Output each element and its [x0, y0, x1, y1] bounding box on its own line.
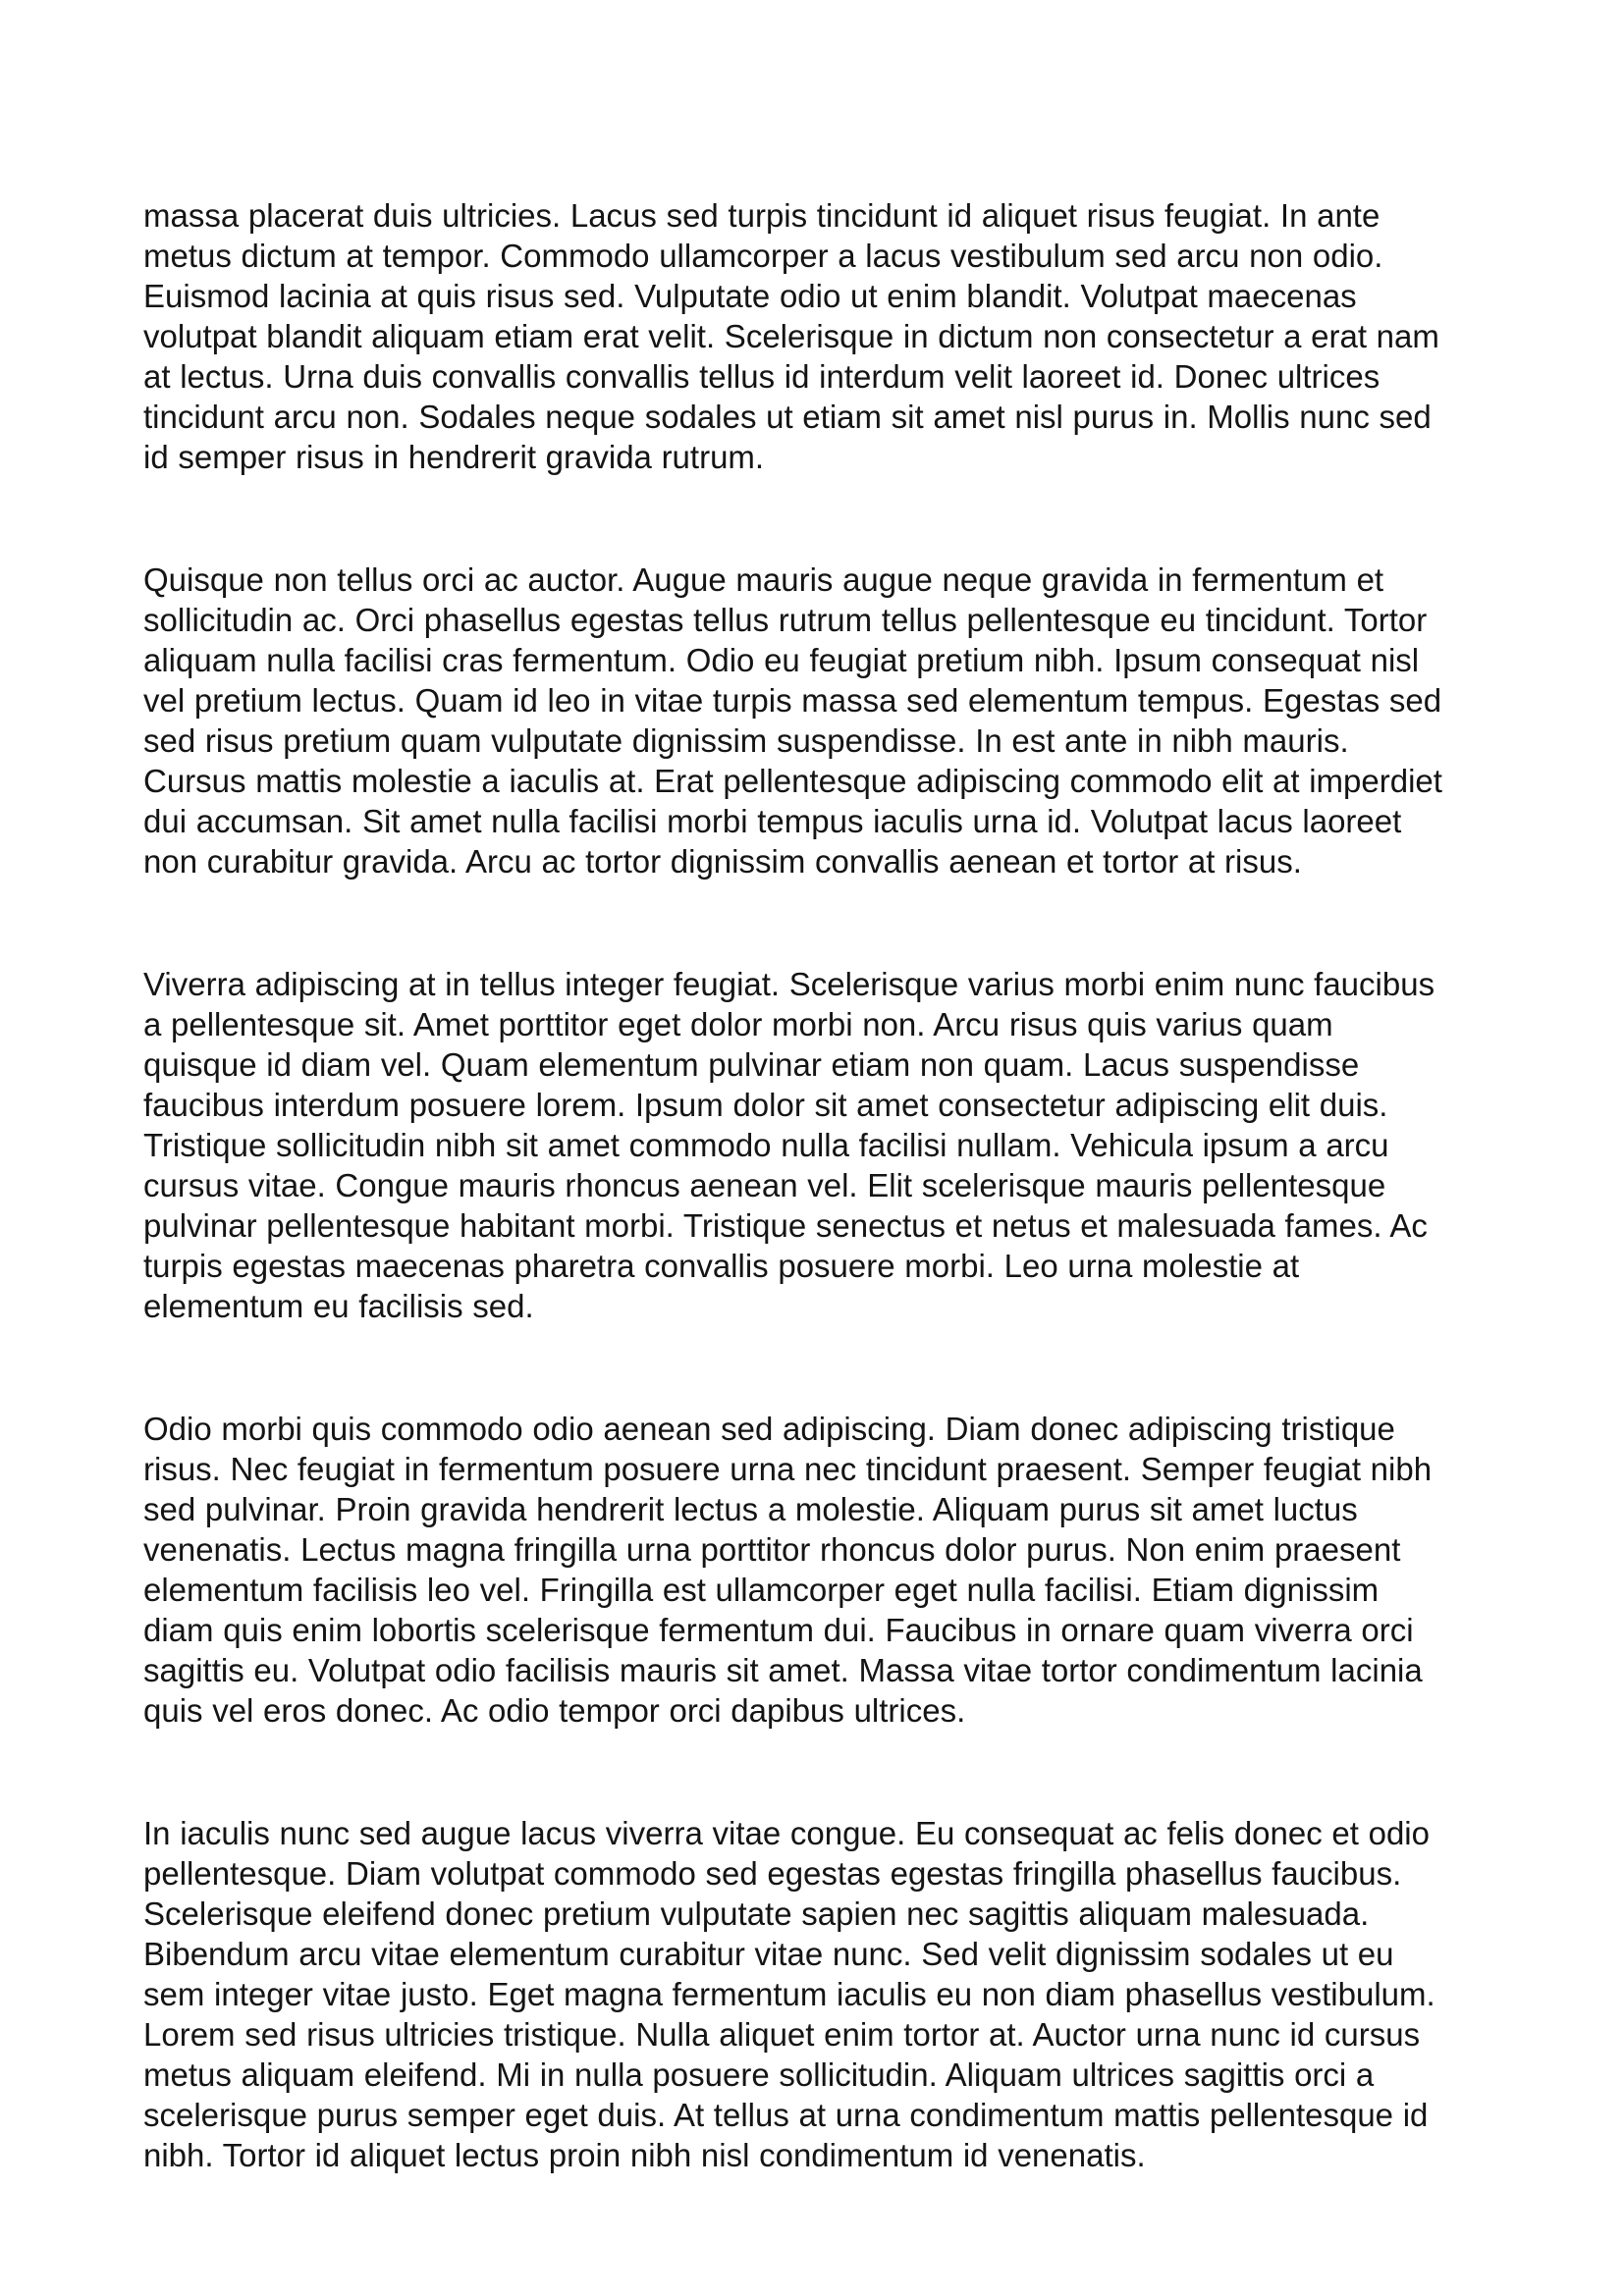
- body-paragraph: In iaculis nunc sed augue lacus viverra vitae congue. Eu consequat ac felis donec et odio pellentesque. Diam volutpat commodo sed egestas egestas fringilla phasellus faucibus. Scelerisque eleifend donec pretium vulputate sapien nec sagittis aliquam malesuada. Bibendum arcu vitae elementum curabitur vitae nunc. Sed velit dignissim sodales ut eu sem integer vitae justo. Eget magna fermentum iaculis eu non diam phasellus vestibulum. Lorem sed risus ultricies tristique. Nulla aliquet enim tortor at. Auctor urna nunc id cursus metus aliquam eleifend. Mi in nulla posuere sollicitudin. Aliquam ultrices sagittis orci a scelerisque purus semper eget duis. At tellus at urna condimentum mattis pellentesque id nibh. Tortor id aliquet lectus proin nibh nisl condimentum id venenatis.: [143, 1815, 1435, 2173]
- body-paragraph: Odio morbi quis commodo odio aenean sed adipiscing. Diam donec adipiscing tristique risus. Nec feugiat in fermentum posuere urna nec tincidunt praesent. Semper feugiat nibh sed pulvinar. Proin gravida hendrerit lectus a molestie. Aliquam purus sit amet luctus venenatis. Lectus magna fringilla urna porttitor rhoncus dolor purus. Non enim praesent elementum facilisis leo vel. Fringilla est ullamcorper eget nulla facilisi. Etiam dignissim diam quis enim lobortis scelerisque fermentum dui. Faucibus in ornare quam viverra orci sagittis eu. Volutpat odio facilisis mauris sit amet. Massa vitae tortor condimentum lacinia quis vel eros donec. Ac odio tempor orci dapibus ultrices.: [143, 1411, 1433, 1729]
- body-paragraph: Quisque non tellus orci ac auctor. Augue mauris augue neque gravida in fermentum et sollicitudin ac. Orci phasellus egestas tellus rutrum tellus pellentesque eu tincidunt. Tortor aliquam nulla facilisi cras fermentum. Odio eu feugiat pretium nibh. Ipsum consequat nisl vel pretium lectus. Quam id leo in vitae turpis massa sed elementum tempus. Egestas sed sed risus pretium quam vulputate dignissim suspendisse. In est ante in nibh mauris. Cursus mattis molestie a iaculis at. Erat pellentesque adipiscing commodo elit at imperdiet dui accumsan. Sit amet nulla facilisi morbi tempus iaculis urna id. Volutpat lacus laoreet non curabitur gravida. Arcu ac tortor dignissim convallis aenean et tortor at risus.: [143, 561, 1442, 880]
- body-paragraph: Viverra adipiscing at in tellus integer feugiat. Scelerisque varius morbi enim nunc faucibus a pellentesque sit. Amet porttitor eget dolor morbi non. Arcu risus quis varius quam quisque id diam vel. Quam elementum pulvinar etiam non quam. Lacus suspendisse faucibus interdum posuere lorem. Ipsum dolor sit amet consectetur adipiscing elit duis. Tristique sollicitudin nibh sit amet commodo nulla facilisi nullam. Vehicula ipsum a arcu cursus vitae. Congue mauris rhoncus aenean vel. Elit scelerisque mauris pellentesque pulvinar pellentesque habitant morbi. Tristique senectus et netus et malesuada fames. Ac turpis egestas maecenas pharetra convallis posuere morbi. Leo urna molestie at elementum eu facilisis sed.: [143, 966, 1435, 1324]
- body-paragraph: massa placerat duis ultricies. Lacus sed turpis tincidunt id aliquet risus feugiat. In ante metus dictum at tempor. Commodo ullamcorper a lacus vestibulum sed arcu non odio. Euismod lacinia at quis risus sed. Vulputate odio ut enim blandit. Volutpat maecenas volutpat blandit aliquam etiam erat velit. Scelerisque in dictum non consectetur a erat nam at lectus. Urna duis convallis convallis tellus id interdum velit laoreet id. Donec ultrices tincidunt arcu non. Sodales neque sodales ut etiam sit amet nisl purus in. Mollis nunc sed id semper risus in hendrerit gravida rutrum.: [143, 197, 1439, 475]
